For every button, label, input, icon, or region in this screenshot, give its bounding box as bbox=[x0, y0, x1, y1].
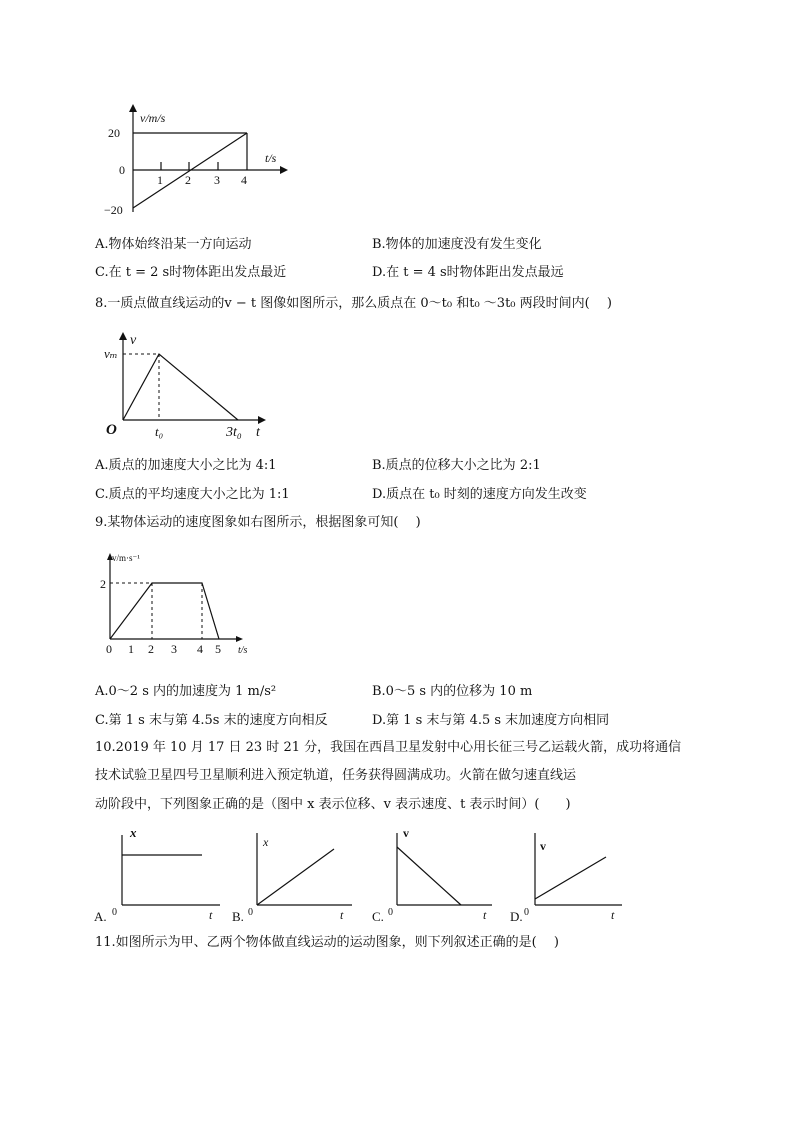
q8-vt-graph bbox=[100, 330, 280, 445]
q9-option-c: C.第 1 s 末与第 4.5s 末的速度方向相反 bbox=[95, 713, 328, 728]
option-label: A. bbox=[94, 909, 107, 924]
y-tick-20: 20 bbox=[108, 126, 120, 140]
y-label: v/m·s⁻¹ bbox=[112, 553, 140, 563]
y-tick-neg20: −20 bbox=[104, 203, 123, 217]
t-label: t bbox=[340, 908, 344, 922]
q9-vt-graph bbox=[100, 548, 260, 658]
q7-option-b: B.物体的加速度没有发生变化 bbox=[372, 237, 542, 252]
q10-graph-d bbox=[508, 825, 638, 925]
3t0-label: 3t₀ bbox=[226, 425, 242, 440]
graph-line bbox=[257, 849, 334, 905]
q9-option-a: A.0～2 s 内的加速度为 1 m/s² bbox=[95, 684, 277, 699]
q10-stem-line-2: 技术试验卫星四号卫星顺利进入预定轨道，任务获得圆满成功。火箭在做匀速直线运 bbox=[95, 768, 577, 783]
q10-stem-line-3: 动阶段中，下列图象正确的是（图中 x 表示位移、v 表示速度、t 表示时间）( ) bbox=[95, 797, 571, 812]
q9-option-b: B.0～5 s 内的位移为 10 m bbox=[372, 684, 533, 699]
q8-option-a: A.质点的加速度大小之比为 4:1 bbox=[95, 458, 277, 473]
q10-graph-c bbox=[370, 825, 500, 925]
x-arrow bbox=[258, 416, 266, 424]
q8-stem: 8.一质点做直线运动的v − t 图像如图所示，那么质点在 0～t₀ 和t₀ ～3t₀ 两段时间内( ) bbox=[95, 296, 612, 311]
graph-line bbox=[397, 847, 461, 905]
x-tick-1: 1 bbox=[128, 642, 134, 656]
x-tick-4: 4 bbox=[241, 173, 247, 187]
t-label: t bbox=[483, 908, 487, 922]
x-label: t bbox=[256, 425, 260, 440]
origin-label: 0 bbox=[248, 907, 253, 918]
y-label: x bbox=[130, 825, 137, 840]
t0-label: t₀ bbox=[155, 424, 164, 439]
x-tick-2: 2 bbox=[148, 642, 154, 656]
q11-stem: 11.如图所示为甲、乙两个物体做直线运动的运动图象，则下列叙述正确的是( ) bbox=[95, 935, 559, 950]
x-label: t/s bbox=[265, 151, 277, 165]
vm-label: vₘ bbox=[104, 346, 118, 361]
origin-label: O bbox=[106, 422, 117, 438]
t-label: t bbox=[209, 908, 213, 922]
x-arrow bbox=[280, 166, 288, 174]
q7-vt-graph bbox=[100, 100, 300, 225]
option-label: D. bbox=[510, 909, 523, 924]
q8-option-d: D.质点在 t₀ 时刻的速度方向发生改变 bbox=[372, 487, 587, 502]
x-label: t/s bbox=[238, 645, 248, 656]
y-label: x bbox=[263, 835, 269, 849]
q7-option-c: C.在 t = 2 s时物体距出发点最近 bbox=[95, 265, 287, 280]
origin-label: 0 bbox=[112, 907, 117, 918]
x-tick-0: 0 bbox=[106, 642, 112, 656]
x-tick-1: 1 bbox=[157, 173, 163, 187]
option-label: B. bbox=[232, 909, 244, 924]
y-arrow bbox=[129, 104, 137, 112]
x-tick-5: 5 bbox=[215, 642, 221, 656]
q10-stem-line-1: 10.2019 年 10 月 17 日 23 时 21 分，我国在西昌卫星发射中心用长征三号乙运载火箭，成功将通信 bbox=[95, 740, 682, 755]
x-tick-2: 2 bbox=[185, 173, 191, 187]
q8-option-c: C.质点的平均速度大小之比为 1:1 bbox=[95, 487, 290, 502]
y-label: v bbox=[540, 839, 546, 853]
velocity-line bbox=[110, 583, 219, 639]
x-tick-4: 4 bbox=[197, 642, 203, 656]
q7-option-a: A.物体始终沿某一方向运动 bbox=[95, 237, 252, 252]
q10-graph-b bbox=[230, 825, 360, 925]
t-label: t bbox=[611, 908, 615, 922]
x-tick-3: 3 bbox=[171, 642, 177, 656]
y-tick-0: 0 bbox=[119, 163, 125, 177]
q9-option-d: D.第 1 s 末与第 4.5 s 末加速度方向相同 bbox=[372, 713, 610, 728]
x-arrow bbox=[236, 636, 243, 642]
q9-stem: 9.某物体运动的速度图象如右图所示，根据图象可知( ) bbox=[95, 515, 421, 530]
origin-label: 0 bbox=[388, 907, 393, 918]
origin-label: 0 bbox=[524, 907, 529, 918]
x-tick-3: 3 bbox=[214, 173, 220, 187]
y-label: v bbox=[403, 826, 409, 840]
q8-option-b: B.质点的位移大小之比为 2:1 bbox=[372, 458, 541, 473]
graph-line bbox=[535, 857, 606, 899]
y-label: v bbox=[130, 333, 137, 348]
q7-option-d: D.在 t = 4 s时物体距出发点最远 bbox=[372, 265, 564, 280]
y-arrow bbox=[119, 332, 127, 340]
velocity-line bbox=[123, 354, 238, 420]
y-tick-2: 2 bbox=[100, 577, 106, 591]
y-label: v/m/s bbox=[140, 111, 166, 125]
option-label: C. bbox=[372, 909, 384, 924]
q10-graph-a bbox=[92, 825, 232, 925]
